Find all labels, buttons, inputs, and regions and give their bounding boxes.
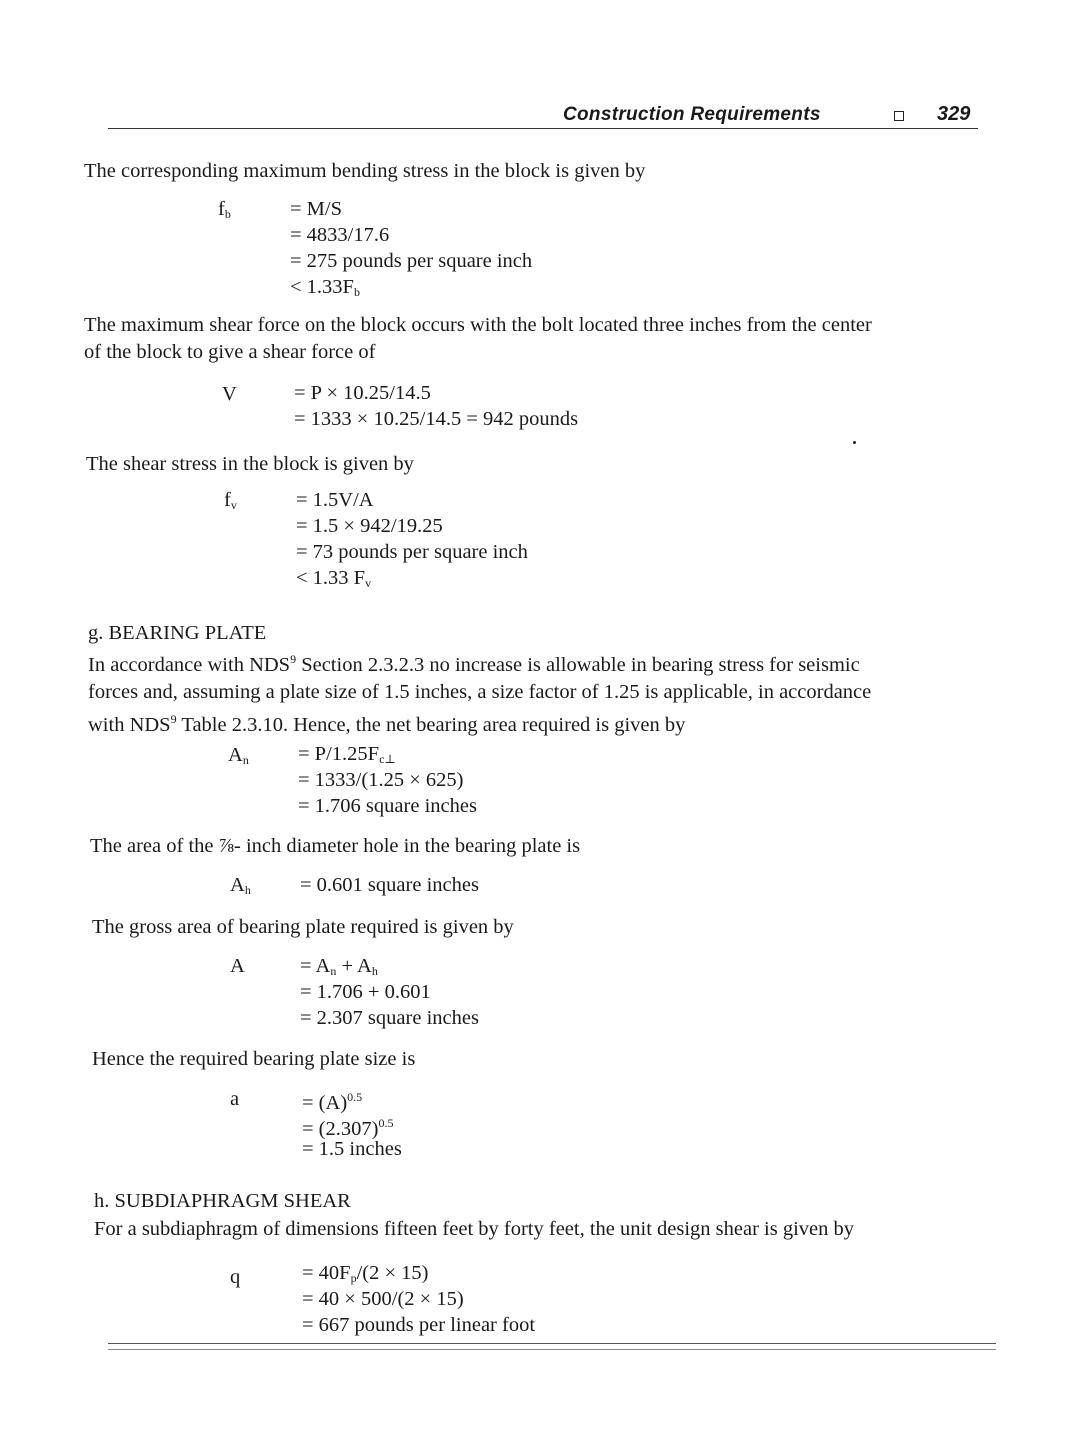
paragraph-line: forces and, assuming a plate size of 1.5 inches, a size factor of 1.25 is applicable, in accordance <box>88 681 872 703</box>
equation-symbol-lowercase-a: a <box>230 1088 240 1110</box>
equation-symbol-fb: $f_b$ <box>218 198 231 221</box>
equation-symbol-an: $A_n$ <box>228 744 249 767</box>
paragraph-line: In accordance with NDS$^9$ Section 2.3.2.3 no increase is allowable in bearing stress for seismic <box>88 652 860 676</box>
equation-block-net-bearing-area <box>298 741 477 819</box>
equation-block-plate-size <box>302 1084 402 1162</box>
equation-line: = 0.601 square inches <box>300 874 479 896</box>
equation-symbol-a: A <box>230 955 245 977</box>
equation-line: = $A_n + A_h$ <box>300 955 378 978</box>
equation-block-gross-area <box>300 953 479 1031</box>
equation-line: = M/S <box>290 198 343 220</box>
equation-block-shear-force <box>294 380 578 432</box>
equation-block-shear-stress <box>296 487 528 591</box>
equation-line: = $(2.307)^{0.5}$ <box>302 1116 394 1140</box>
section-heading-subdiaphragm-shear: h. SUBDIAPHRAGM SHEAR <box>94 1190 351 1212</box>
equation-line: = 275 pounds per square inch <box>290 250 533 272</box>
equation-line: = 40 × 500/(2 × 15) <box>302 1288 464 1310</box>
section-heading-bearing-plate: g. BEARING PLATE <box>88 622 267 644</box>
square-ornament-icon <box>894 111 904 121</box>
equation-line: = 1.5 × 942/19.25 <box>296 515 443 537</box>
equation-line: = 1.5V/A <box>296 489 374 511</box>
paragraph-subdiaphragm: For a subdiaphragm of dimensions fifteen feet by forty feet, the unit design shear is given by <box>94 1218 855 1240</box>
running-header <box>108 100 988 132</box>
paragraph-shear-force-intro <box>84 312 872 366</box>
equation-symbol-q: q <box>230 1266 241 1288</box>
equation-line: = $40F_p/(2 \times 15)$ <box>302 1262 429 1285</box>
equation-line: = 2.307 square inches <box>300 1007 479 1029</box>
running-header-title: Construction Requirements <box>563 104 821 125</box>
paragraph-hole-area: The area of the ⅞- inch diameter hole in the bearing plate is <box>90 835 581 857</box>
equation-block-bending-stress <box>290 196 532 300</box>
equation-line: = 1.706 + 0.601 <box>300 981 431 1003</box>
paragraph-line: with NDS$^9$ Table 2.3.10. Hence, the net bearing area required is given by <box>88 712 686 736</box>
equation-line: = 667 pounds per linear foot <box>302 1314 536 1336</box>
footer-rule-lower <box>108 1349 996 1350</box>
equation-line: = 1.5 inches <box>302 1138 402 1160</box>
equation-line: = $P/1.25F_{c\perp}$ <box>298 743 396 766</box>
speck-mark <box>853 441 856 444</box>
equation-line: = 1333 × 10.25/14.5 = 942 pounds <box>294 408 579 430</box>
equation-symbol-ah: $A_h$ <box>230 874 251 897</box>
paragraph-line: The maximum shear force on the block occurs with the bolt located three inches from the center <box>84 314 872 336</box>
equation-block-unit-shear <box>302 1260 535 1338</box>
paragraph-gross-area: The gross area of bearing plate required is given by <box>92 916 514 938</box>
equation-line: = 1.706 square inches <box>298 795 477 817</box>
equation-line: = P × 10.25/14.5 <box>294 382 431 404</box>
equation-line: < 1.33 $F_v$ <box>296 567 372 590</box>
footer-rule-upper <box>108 1343 996 1344</box>
equation-line: = $(A)^{0.5}$ <box>302 1090 363 1114</box>
page-number: 329 <box>937 103 971 125</box>
paragraph-bearing-plate <box>88 646 871 739</box>
header-rule <box>108 128 978 129</box>
equation-line: = 1333/(1.25 × 625) <box>298 769 464 791</box>
equation-line: = 4833/17.6 <box>290 224 390 246</box>
equation-line: = 73 pounds per square inch <box>296 541 528 563</box>
equation-line: < $1.33F_b$ <box>290 276 360 299</box>
paragraph-bending-stress-intro: The corresponding maximum bending stress in the block is given by <box>84 160 646 182</box>
equation-symbol-v: V <box>222 383 237 405</box>
paragraph-line: of the block to give a shear force of <box>84 341 376 363</box>
paragraph-shear-stress-intro: The shear stress in the block is given by <box>86 453 414 475</box>
equation-symbol-fv: $f_v$ <box>224 489 237 512</box>
paragraph-plate-size: Hence the required bearing plate size is <box>92 1048 416 1070</box>
equation-block-hole-area <box>300 872 479 898</box>
